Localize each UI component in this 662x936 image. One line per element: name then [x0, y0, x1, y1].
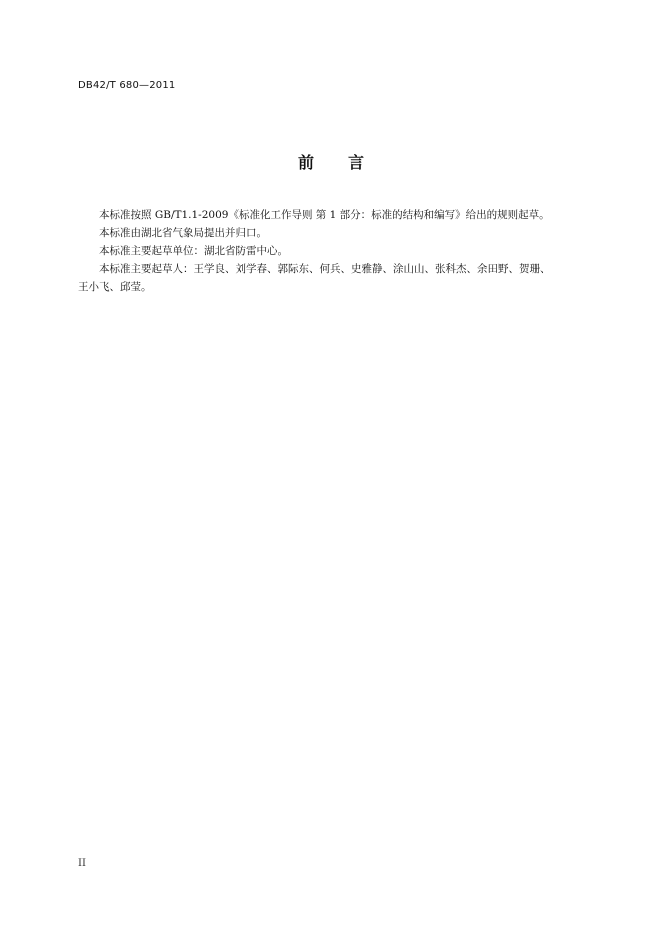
paragraph-drafting-unit: 本标准主要起草单位：湖北省防雷中心。	[99, 245, 288, 257]
page-number: II	[78, 858, 86, 869]
foreword-body	[78, 206, 600, 296]
standard-number: DB42/T 680—2011	[78, 80, 176, 91]
paragraph-drafters: 本标准主要起草人：王学良、刘学春、郭际东、何兵、史雅静、涂山山、张科杰、余田野、贺珊、	[99, 263, 551, 275]
paragraph-drafting-rules: 本标准按照 GB/T1.1-2009《标准化工作导则 第 1 部分：标准的结构和编写》给出的规则起草。	[99, 209, 550, 221]
title-char-2: 言	[348, 153, 365, 172]
paragraph-drafters-continued: 王小飞、邱莹。	[78, 281, 152, 293]
paragraph-proposer: 本标准由湖北省气象局提出并归口。	[99, 227, 267, 239]
title-char-1: 前	[297, 153, 314, 172]
page-title	[0, 150, 662, 173]
